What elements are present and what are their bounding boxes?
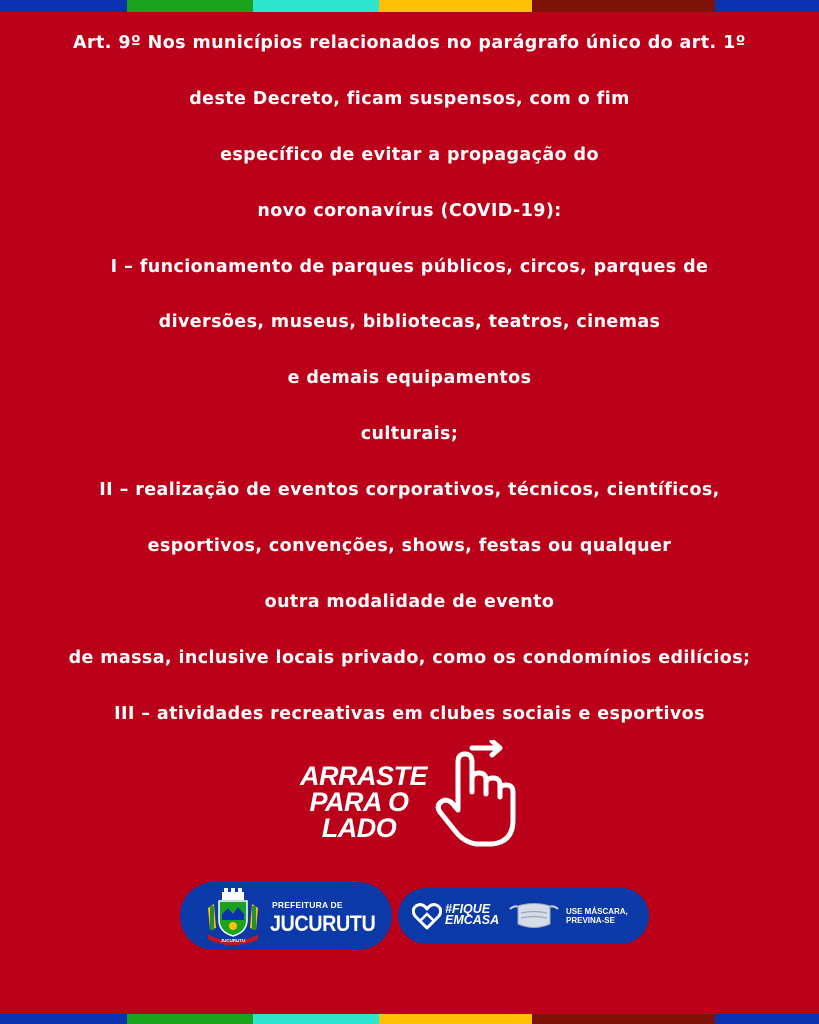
article-line: II – realização de eventos corporativos, técnicos, científicos, xyxy=(99,480,720,501)
article-line: e demais equipamentos xyxy=(287,368,532,389)
article-line: Art. 9º Nos municípios relacionados no parágrafo único do art. 1º xyxy=(73,33,746,53)
mask-line2: PREVINA-SE xyxy=(566,915,615,925)
article-line: III – atividades recreativas em clubes sociais e esportivos xyxy=(114,703,705,724)
stripe-blue-end xyxy=(715,1014,819,1024)
hashtag-line1: #FIQUE xyxy=(445,902,491,916)
stripe-cyan xyxy=(253,0,379,12)
stripe-blue xyxy=(0,1014,127,1024)
stripe-maroon xyxy=(532,0,715,12)
stripe-green xyxy=(127,0,253,12)
mask-line1: USE MÁSCARA, xyxy=(566,907,628,916)
stripe-yellow xyxy=(379,0,532,12)
article-line: culturais; xyxy=(360,424,459,445)
article-line: esportivos, convenções, shows, festas ou qualquer xyxy=(147,536,672,557)
municipal-crest-icon xyxy=(202,888,264,946)
stripe-cyan xyxy=(253,1014,379,1024)
article-line: I – funcionamento de parques públicos, circos, parques de xyxy=(110,256,709,277)
swipe-hand-icon xyxy=(428,740,528,850)
article-line: deste Decreto, ficam suspensos, com o fim xyxy=(189,88,630,109)
stripe-blue xyxy=(0,0,127,12)
swipe-hint[interactable] xyxy=(300,740,530,850)
article-line: específico de evitar a propagação do xyxy=(220,144,599,165)
swipe-label-line3: LADO xyxy=(321,813,397,843)
use-mascara-text xyxy=(566,908,628,925)
heart-home-icon xyxy=(412,902,442,930)
stripe-green xyxy=(127,1014,253,1024)
face-mask-icon xyxy=(508,901,560,931)
bottom-color-stripe xyxy=(0,1014,819,1024)
top-color-stripe xyxy=(0,0,819,12)
fique-em-casa-text xyxy=(445,904,499,926)
campaign-badge[interactable] xyxy=(398,888,649,944)
hashtag-line2: EMCASA xyxy=(445,913,500,927)
decree-article-text xyxy=(0,28,819,755)
prefeitura-label: PREFEITURA DE xyxy=(272,900,343,910)
stripe-blue-end xyxy=(715,0,819,12)
prefeitura-badge[interactable] xyxy=(180,882,392,950)
article-line: de massa, inclusive locais privado, como os condomínios edilícios; xyxy=(68,647,751,668)
stripe-maroon xyxy=(532,1014,715,1024)
crest-ribbon-text: JUCURUTU xyxy=(220,938,246,943)
article-line: diversões, museus, bibliotecas, teatros, cinemas xyxy=(158,312,661,333)
city-name: JUCURUTU xyxy=(270,911,376,936)
article-line: novo coronavírus (COVID-19): xyxy=(257,200,562,221)
article-line: outra modalidade de evento xyxy=(264,591,555,612)
swipe-label-line2: PARA O xyxy=(309,787,409,817)
swipe-label xyxy=(300,761,428,843)
stripe-yellow xyxy=(379,1014,532,1024)
swipe-label-line1: ARRASTE xyxy=(300,761,428,791)
